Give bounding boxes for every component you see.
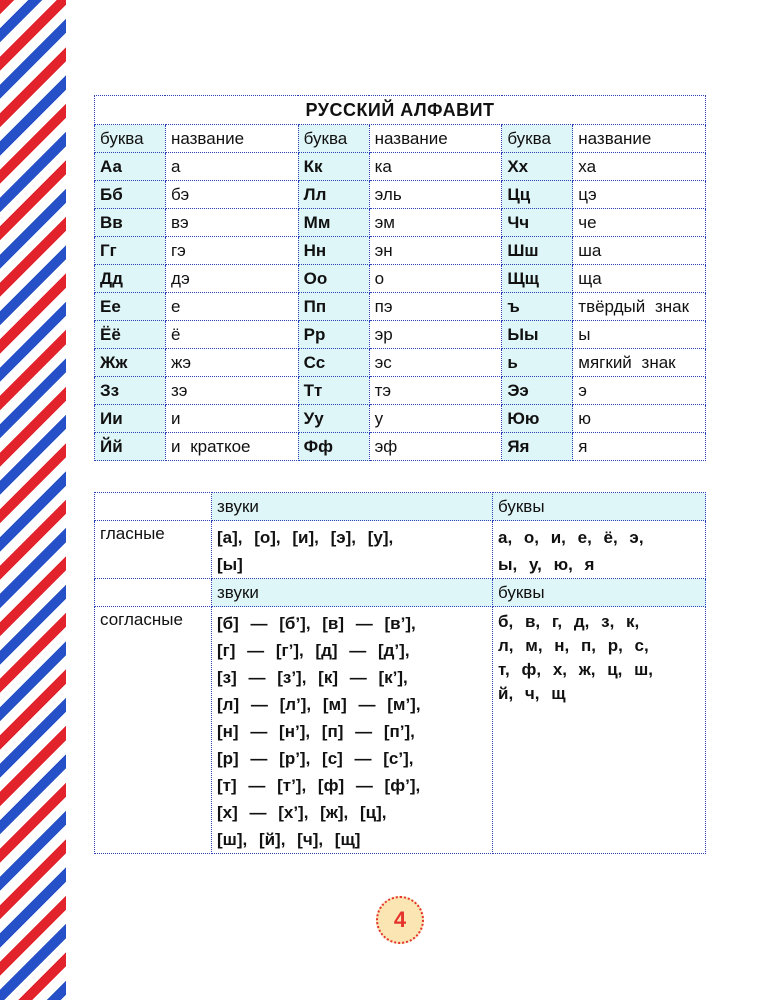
letter-name-cell: эн	[369, 237, 502, 265]
consonant-letters	[493, 607, 706, 854]
col-header-name: название	[369, 125, 502, 153]
consonant-sounds-line: [л] — [л’], [м] — [м’],	[217, 695, 421, 714]
letter-cell: Кк	[298, 153, 369, 181]
letter-name-cell: ша	[573, 237, 706, 265]
letter-cell: Ии	[95, 405, 166, 433]
letter-cell: Дд	[95, 265, 166, 293]
letter-name-cell: зэ	[165, 377, 298, 405]
letter-cell: Йй	[95, 433, 166, 461]
letter-cell: Нн	[298, 237, 369, 265]
consonant-sounds-line: [ш], [й], [ч], [щ]	[217, 830, 361, 849]
empty-header-cell	[95, 493, 212, 521]
consonant-sounds-line: [р] — [р’], [с] — [с’],	[217, 749, 414, 768]
letter-cell: Ээ	[502, 377, 573, 405]
letter-name-cell: тэ	[369, 377, 502, 405]
consonant-sounds-line: [т] — [т’], [ф] — [ф’],	[217, 776, 421, 795]
alphabet-row	[95, 209, 706, 237]
letter-cell: Фф	[298, 433, 369, 461]
letter-name-cell: пэ	[369, 293, 502, 321]
letter-name-cell: ё	[165, 321, 298, 349]
letter-name-cell: че	[573, 209, 706, 237]
vowel-letters	[493, 521, 706, 579]
letter-cell: Бб	[95, 181, 166, 209]
letter-cell: Юю	[502, 405, 573, 433]
letter-cell: Зз	[95, 377, 166, 405]
letter-name-cell: ща	[573, 265, 706, 293]
letter-name-cell: и краткое	[165, 433, 298, 461]
letter-cell: Рр	[298, 321, 369, 349]
letter-name-cell: гэ	[165, 237, 298, 265]
letter-cell: Чч	[502, 209, 573, 237]
consonant-sounds-line: [б] — [б’], [в] — [в’],	[217, 614, 416, 633]
alphabet-row	[95, 405, 706, 433]
letter-name-cell: твёрдый знак	[573, 293, 706, 321]
alphabet-rows	[95, 153, 706, 461]
letter-name-cell: вэ	[165, 209, 298, 237]
letter-cell: Щщ	[502, 265, 573, 293]
letter-name-cell: и	[165, 405, 298, 433]
consonant-letters-line: т, ф, х, ж, ц, ш,	[498, 660, 654, 679]
consonant-sounds-line: [з] — [з’], [к] — [к’],	[217, 668, 408, 687]
vowel-sounds	[212, 521, 493, 579]
consonant-letters-line: й, ч, щ	[498, 684, 566, 703]
col-header-name: название	[165, 125, 298, 153]
sounds-header: звуки	[212, 579, 493, 607]
alphabet-row	[95, 265, 706, 293]
alphabet-row	[95, 293, 706, 321]
letter-name-cell: а	[165, 153, 298, 181]
letter-name-cell: ю	[573, 405, 706, 433]
sounds-header: звуки	[212, 493, 493, 521]
alphabet-row	[95, 377, 706, 405]
col-header-name: название	[573, 125, 706, 153]
letter-cell: Цц	[502, 181, 573, 209]
consonant-letters-line: л, м, н, п, р, с,	[498, 636, 649, 655]
letter-cell: ь	[502, 349, 573, 377]
vowel-letters-line: а, о, и, е, ё, э,	[498, 528, 644, 547]
letter-cell: Яя	[502, 433, 573, 461]
letter-cell: Аа	[95, 153, 166, 181]
letter-cell: Оо	[298, 265, 369, 293]
consonant-letters-line: б, в, г, д, з, к,	[498, 612, 640, 631]
letter-cell: Хх	[502, 153, 573, 181]
letter-name-cell: эф	[369, 433, 502, 461]
letter-name-cell: я	[573, 433, 706, 461]
letter-cell: Ее	[95, 293, 166, 321]
col-header-letter: буква	[298, 125, 369, 153]
vowel-sounds-line: [ы]	[217, 555, 243, 574]
letter-name-cell: ка	[369, 153, 502, 181]
letter-cell: Шш	[502, 237, 573, 265]
letter-name-cell: цэ	[573, 181, 706, 209]
col-header-letter: буква	[95, 125, 166, 153]
letter-name-cell: жэ	[165, 349, 298, 377]
letter-cell: Вв	[95, 209, 166, 237]
consonant-sounds	[212, 607, 493, 854]
letter-name-cell: бэ	[165, 181, 298, 209]
letter-cell: Ёё	[95, 321, 166, 349]
alphabet-row	[95, 321, 706, 349]
consonant-sounds-line: [г] — [г’], [д] — [д’],	[217, 641, 410, 660]
letters-header: буквы	[493, 493, 706, 521]
alphabet-row	[95, 433, 706, 461]
vowels-label: гласные	[95, 521, 212, 579]
alphabet-table	[94, 95, 706, 461]
letter-cell: Лл	[298, 181, 369, 209]
consonants-label: согласные	[95, 607, 212, 854]
letter-cell: Пп	[298, 293, 369, 321]
vowel-sounds-line: [а], [о], [и], [э], [у],	[217, 528, 394, 547]
alphabet-row	[95, 237, 706, 265]
consonant-sounds-line: [н] — [н’], [п] — [п’],	[217, 722, 415, 741]
letter-name-cell: эм	[369, 209, 502, 237]
alphabet-row	[95, 349, 706, 377]
letter-name-cell: ы	[573, 321, 706, 349]
letter-name-cell: эр	[369, 321, 502, 349]
letter-cell: Мм	[298, 209, 369, 237]
alphabet-title: РУССКИЙ АЛФАВИТ	[95, 96, 706, 125]
letter-name-cell: э	[573, 377, 706, 405]
letter-cell: Жж	[95, 349, 166, 377]
col-header-letter: буква	[502, 125, 573, 153]
letter-name-cell: мягкий знак	[573, 349, 706, 377]
letter-name-cell: ха	[573, 153, 706, 181]
letter-name-cell: эс	[369, 349, 502, 377]
letter-name-cell: о	[369, 265, 502, 293]
letter-cell: ъ	[502, 293, 573, 321]
letter-cell: Ыы	[502, 321, 573, 349]
alphabet-row	[95, 153, 706, 181]
letter-cell: Тт	[298, 377, 369, 405]
alphabet-row	[95, 181, 706, 209]
empty-header-cell	[95, 579, 212, 607]
page-number: 4	[376, 896, 424, 944]
letter-cell: Гг	[95, 237, 166, 265]
letter-name-cell: е	[165, 293, 298, 321]
decorative-stripes	[0, 0, 66, 1000]
consonant-sounds-line: [х] — [х’], [ж], [ц],	[217, 803, 387, 822]
letter-cell: Уу	[298, 405, 369, 433]
letter-name-cell: эль	[369, 181, 502, 209]
letter-name-cell: у	[369, 405, 502, 433]
letter-cell: Сс	[298, 349, 369, 377]
sounds-letters-table	[94, 492, 706, 854]
vowel-letters-line: ы, у, ю, я	[498, 555, 595, 574]
letter-name-cell: дэ	[165, 265, 298, 293]
letters-header: буквы	[493, 579, 706, 607]
